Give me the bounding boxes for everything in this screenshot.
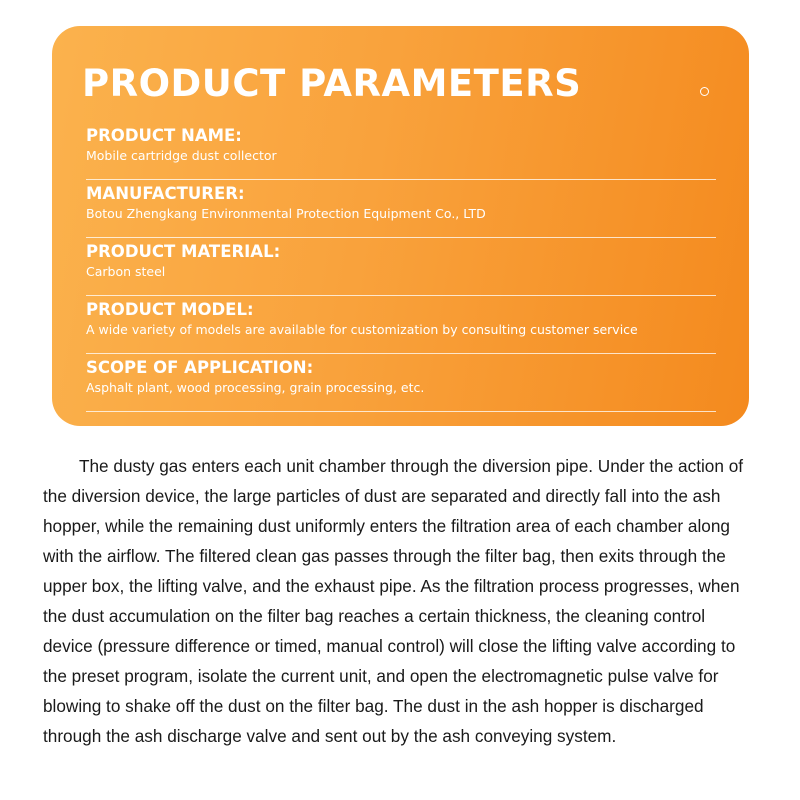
parameter-label: MANUFACTURER: xyxy=(86,184,245,203)
parameter-product-model xyxy=(86,296,716,354)
parameter-value: Botou Zhengkang Environmental Protection Equipment Co., LTD xyxy=(86,206,486,221)
parameter-value: Carbon steel xyxy=(86,264,166,279)
parameter-scope-of-application xyxy=(86,354,716,412)
parameter-label: PRODUCT MODEL: xyxy=(86,300,254,319)
parameter-list xyxy=(86,122,716,412)
parameter-label: PRODUCT MATERIAL: xyxy=(86,242,281,261)
card-title: PRODUCT PARAMETERS xyxy=(82,62,582,105)
parameter-value: A wide variety of models are available for customization by consulting customer service xyxy=(86,322,638,337)
product-parameters-card xyxy=(52,26,749,426)
parameter-value: Mobile cartridge dust collector xyxy=(86,148,277,163)
product-description: The dusty gas enters each unit chamber through the diversion pipe. Under the action of the diversion device, the large particles of dust are separated and directly fall into the ash hopper, while the remaining dust uniformly enters the filtration area of each chamber along with the airflow. The filtered clean gas passes through the filter bag, then exits through the upper box, the lifting valve, and the exhaust pipe. As the filtration process progresses, when the dust accumulation on the filter bag reaches a certain thickness, the cleaning control device (pressure difference or timed, manual control) will close the lifting valve according to the preset program, isolate the current unit, and open the electromagnetic pulse valve for blowing to shake off the dust on the filter bag. The dust in the ash hopper is discharged through the ash discharge valve and sent out by the ash conveying system. xyxy=(43,456,744,746)
parameter-product-material xyxy=(86,238,716,296)
ring-icon xyxy=(700,87,709,96)
parameter-product-name xyxy=(86,122,716,180)
parameter-value: Asphalt plant, wood processing, grain processing, etc. xyxy=(86,380,425,395)
parameter-label: PRODUCT NAME: xyxy=(86,126,242,145)
parameter-label: SCOPE OF APPLICATION: xyxy=(86,358,314,377)
parameter-manufacturer xyxy=(86,180,716,238)
